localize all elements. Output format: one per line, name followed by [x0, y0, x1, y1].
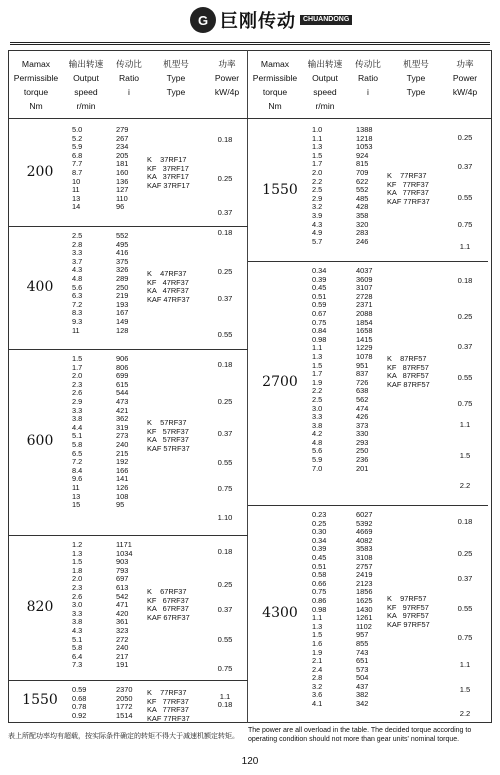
- group-separator: [8, 349, 248, 350]
- torque-value: 1550: [22, 692, 58, 708]
- power-value: 0.37: [217, 294, 233, 303]
- ratio-list: 552 495 416 375 326 289 250 219 193 167 149 128: [116, 231, 129, 335]
- column-header-line: Permissible: [252, 73, 298, 83]
- torque-value: 600: [26, 433, 54, 449]
- column-header-line: Type: [406, 73, 426, 83]
- power-value: 1.5: [459, 685, 471, 694]
- header-bottom-rule: [8, 118, 492, 119]
- header-rule: [10, 42, 490, 43]
- torque-value: 400: [26, 278, 54, 295]
- type-list: K 67RF37 KF 67RF37 KA 67RF37 KAF 67RF37: [147, 587, 190, 622]
- power-value: 1.1: [459, 242, 471, 251]
- column-header-type: [390, 57, 442, 99]
- power-value: 0.25: [457, 133, 473, 142]
- power-value: 0.25: [217, 580, 233, 589]
- logo-english: CHUANDONG: [300, 15, 352, 25]
- ratio-list: 4037 3609 3107 2728 2371 2088 1854 1658 1415 1229 1078 951 837 726 638 562 474 426 373 330 293 250 236 201: [356, 266, 373, 473]
- column-header-line: 机型号: [163, 59, 189, 69]
- table-divider: [247, 50, 248, 723]
- power-value: 0.18: [217, 228, 233, 237]
- power-value: 0.55: [217, 330, 233, 339]
- power-value: 1.1: [459, 660, 471, 669]
- column-header-line: Permissible: [13, 73, 59, 83]
- group-separator: [8, 680, 248, 681]
- page-number: 120: [241, 756, 259, 767]
- power-value: 0.25: [457, 549, 473, 558]
- column-header-line: Output: [73, 73, 99, 83]
- column-header-line: Power: [214, 73, 240, 83]
- output-speed-list: 2.5 2.8 3.3 3.7 4.3 4.8 5.6 6.3 7.2 8.3 9.3 11: [72, 231, 83, 335]
- column-header-line: Output: [312, 73, 338, 83]
- brand-logo: [190, 7, 352, 33]
- column-header-line: torque: [262, 87, 288, 97]
- power-value: 0.18: [457, 276, 473, 285]
- column-header-speed: [64, 57, 108, 113]
- column-header-line: kW/4p: [452, 87, 478, 97]
- column-header-line: Mamax: [21, 59, 51, 69]
- power-value: 0.75: [457, 220, 473, 229]
- torque-value: 4300: [262, 604, 298, 621]
- column-header-line: 传动比: [355, 59, 381, 69]
- output-speed-list: 1.5 1.7 2.0 2.3 2.6 2.9 3.3 3.8 4.4 5.1 5.8 6.5 7.2 8.4 9.6 11 13 15: [72, 354, 83, 510]
- column-header-power: [205, 57, 249, 99]
- power-value: 0.18: [457, 517, 473, 526]
- type-list: K 57RF37 KF 57RF37 KA 57RF37 KAF 57RF37: [147, 418, 190, 453]
- column-header-line: 功率: [456, 59, 474, 69]
- power-value: 1.1: [219, 692, 231, 701]
- torque-value: 1550: [262, 181, 298, 198]
- power-value: 1.1: [459, 420, 471, 429]
- power-value: 2.2: [459, 709, 471, 718]
- column-header-line: r/min: [315, 101, 335, 111]
- column-header-line: 功率: [218, 59, 236, 69]
- column-header-line: Type: [166, 87, 186, 97]
- column-header-torque: [10, 57, 62, 113]
- power-value: 0.37: [457, 342, 473, 351]
- torque-value: 200: [26, 164, 54, 180]
- column-header-torque: [249, 57, 301, 113]
- column-header-ratio: [349, 57, 387, 99]
- ratio-list: 2370 2050 1772 1514: [116, 685, 133, 720]
- power-value: 0.25: [457, 312, 473, 321]
- power-value: 0.25: [217, 267, 233, 276]
- logo-icon: G: [190, 7, 216, 33]
- power-value: 0.18: [217, 547, 233, 556]
- column-header-speed: [303, 57, 347, 113]
- output-speed-list: 0.59 0.68 0.78 0.92: [72, 685, 87, 720]
- power-value: 0.75: [217, 484, 233, 493]
- column-header-line: Nm: [29, 101, 43, 111]
- group-separator: [248, 505, 488, 506]
- header: [0, 0, 500, 40]
- column-header-line: Mamax: [260, 59, 290, 69]
- group-separator: [248, 261, 488, 262]
- torque-value: 820: [26, 598, 54, 615]
- column-header-ratio: [110, 57, 148, 99]
- power-value: 1.5: [459, 451, 471, 460]
- column-header-line: Power: [452, 73, 478, 83]
- logo-chinese: 巨刚传动: [220, 11, 296, 32]
- ratio-list: 6027 5392 4669 4082 3583 3108 2757 2419 2123 1856 1625 1430 1261 1102 957 855 743 651 573 504 437 382 342: [356, 510, 373, 709]
- power-value: 0.55: [457, 373, 473, 382]
- power-value: 2.2: [459, 481, 471, 490]
- power-value: 0.18: [217, 360, 233, 369]
- power-value: 0.25: [217, 397, 233, 406]
- output-speed-list: 5.0 5.2 5.9 6.8 7.7 8.7 10 11 13 14: [72, 125, 83, 212]
- column-header-line: 传动比: [116, 59, 142, 69]
- footnote-english: The power are all overload in the table. The decided torque according to operating condition should not more than gear units' nominal torque.: [248, 727, 472, 743]
- power-value: 0.25: [217, 174, 233, 183]
- power-value: 0.37: [217, 429, 233, 438]
- column-header-line: 机型号: [403, 59, 429, 69]
- column-header-line: Type: [406, 87, 426, 97]
- type-list: K 47RF37 KF 47RF37 KA 47RF37 KAF 47RF37: [147, 269, 190, 304]
- column-header-line: i: [128, 87, 130, 97]
- column-header-line: i: [367, 87, 369, 97]
- power-value: 0.75: [457, 399, 473, 408]
- column-header-line: 输出转速: [307, 59, 343, 69]
- column-header-type: [150, 57, 202, 99]
- ratio-list: 279 267 234 205 181 160 136 127 110 96: [116, 125, 129, 212]
- power-value: 0.37: [217, 605, 233, 614]
- group-separator: [8, 226, 248, 227]
- power-value: 0.18: [217, 135, 233, 144]
- power-value: 0.18: [217, 700, 233, 709]
- power-value: 0.75: [457, 633, 473, 642]
- type-list: K 37RF17 KF 37RF17 KA 37RF17 KAF 37RF17: [147, 155, 190, 190]
- output-speed-list: 0.34 0.39 0.45 0.51 0.59 0.67 0.75 0.84 0.98 1.1 1.3 1.5 1.7 1.9 2.2 2.5 3.0 3.3 3.8 4.2 4.8 5.6 5.9 7.0: [312, 266, 327, 473]
- ratio-list: 1388 1218 1053 924 815 709 622 552 485 428 358 320 283 246: [356, 125, 373, 246]
- column-header-line: Type: [166, 73, 186, 83]
- power-value: 0.75: [217, 664, 233, 673]
- power-value: 1.10: [217, 513, 233, 522]
- footnote-chinese: 表上所配功率均有超载，按实际条件确定的转矩不得大于减速机额定转矩。: [8, 733, 239, 740]
- type-list: K 77RF37 KF 77RF37 KA 77RF37 KAF 77RF37: [147, 688, 190, 723]
- column-header-line: speed: [74, 87, 98, 97]
- output-speed-list: 1.2 1.3 1.5 1.8 2.0 2.3 2.6 3.0 3.3 3.8 4.3 5.1 5.8 6.4 7.3: [72, 540, 83, 670]
- torque-value: 2700: [262, 374, 298, 390]
- column-header-power: [443, 57, 487, 99]
- column-header-line: r/min: [76, 101, 96, 111]
- column-header-line: Ratio: [357, 73, 379, 83]
- column-header-line: Ratio: [118, 73, 140, 83]
- column-header-line: speed: [313, 87, 337, 97]
- type-list: K 97RF57 KF 97RF57 KA 97RF57 KAF 97RF57: [387, 594, 430, 629]
- power-value: 0.37: [457, 162, 473, 171]
- header-rule-2: [10, 44, 490, 45]
- type-list: K 77RF37 KF 77RF37 KA 77RF37 KAF 77RF37: [387, 171, 430, 206]
- power-value: 0.55: [457, 193, 473, 202]
- column-header-line: kW/4p: [214, 87, 240, 97]
- column-header-line: Nm: [268, 101, 282, 111]
- output-speed-list: 0.23 0.25 0.30 0.34 0.39 0.45 0.51 0.58 0.66 0.75 0.86 0.98 1.1 1.3 1.5 1.6 1.9 2.1 2.4 2.8 3.2 3.6 4.1: [312, 510, 327, 709]
- output-speed-list: 1.0 1.1 1.3 1.5 1.7 2.0 2.2 2.5 2.9 3.2 3.9 4.3 4.9 5.7: [312, 125, 323, 246]
- power-value: 0.55: [217, 635, 233, 644]
- ratio-list: 906 806 699 615 544 473 421 362 319 273 240 215 192 166 141 126 108 95: [116, 354, 129, 510]
- power-value: 0.37: [457, 574, 473, 583]
- power-value: 0.55: [457, 604, 473, 613]
- type-list: K 87RF57 KF 87RF57 KA 87RF57 KAF 87RF57: [387, 354, 430, 389]
- group-separator: [8, 535, 248, 536]
- ratio-list: 1171 1034 903 793 697 613 542 471 420 361 323 272 240 217 191: [116, 540, 133, 670]
- column-header-line: 输出转速: [68, 59, 104, 69]
- column-header-line: torque: [23, 87, 49, 97]
- power-value: 0.37: [217, 208, 233, 217]
- power-value: 0.55: [217, 458, 233, 467]
